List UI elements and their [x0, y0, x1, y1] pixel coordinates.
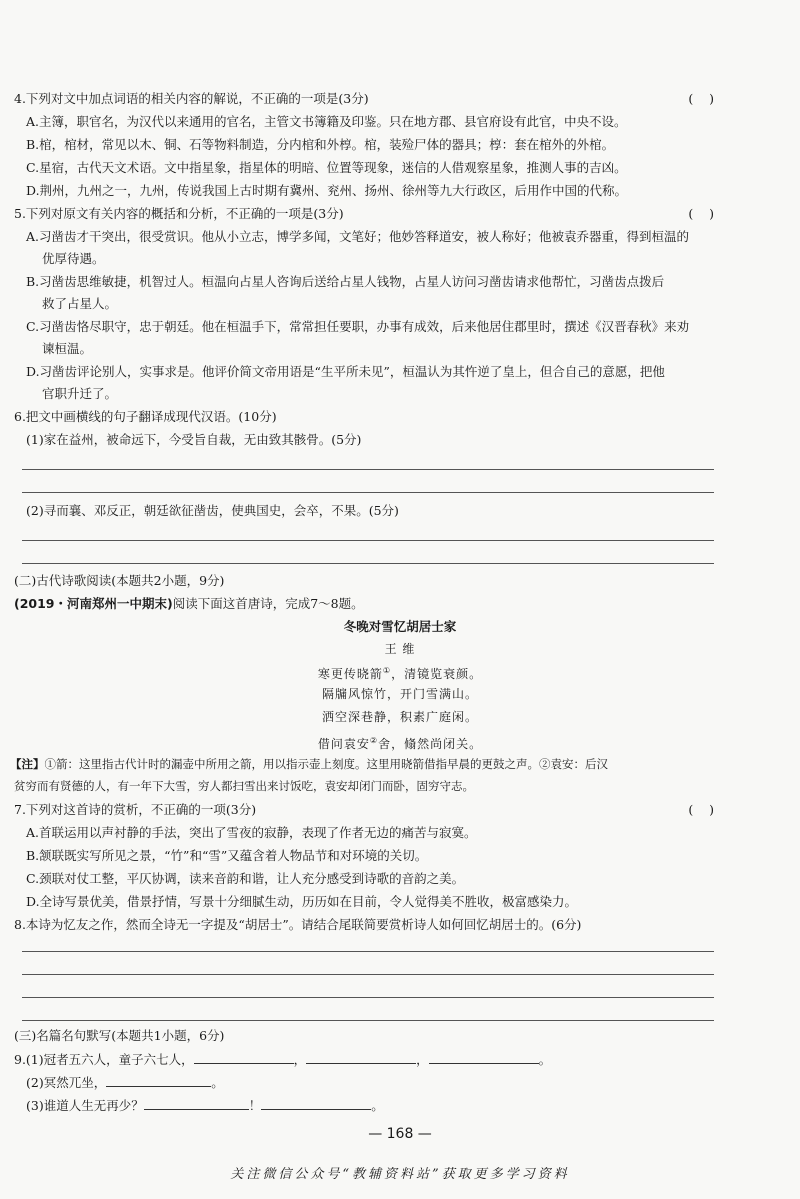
poem-line-3: 洒空深巷静，积素广庭闲。 [321, 710, 478, 724]
poem-note-1 [10, 756, 608, 773]
q7-stem: 7.下列对这首诗的赏析，不正确的一项(3分) [14, 802, 257, 817]
q7-answer-paren[interactable]: ( ) [688, 802, 714, 817]
q5-option-d-cont: 官职升迁了。 [42, 386, 118, 401]
q4-stem: 4.下列对文中加点词语的相关内容的解说，不正确的一项是(3分) [14, 91, 369, 106]
q6-answer-line-3[interactable] [22, 540, 714, 541]
q4-option-c: C.星宿，古代天文术语。文中指星象，指星体的明暗、位置等现象，迷信的人借观察星象，推测人事的吉凶。 [26, 160, 627, 175]
poem-author: 王 维 [384, 642, 416, 656]
q6-answer-line-1[interactable] [22, 469, 714, 470]
q5-option-c-cont: 谏桓温。 [42, 341, 93, 356]
footnote-mark-1: ① [382, 666, 392, 675]
q9-1-blank-1[interactable] [194, 1050, 294, 1064]
poem-line-4-post: 舍，翛然尚闭关。 [378, 737, 483, 751]
q5-option-a: A.习凿齿才干突出，很受赏识。他从小立志，博学多闻，文笔好；他妙答释道安，被人称好；他被袁乔器重，得到桓温的 [26, 229, 690, 244]
q5-option-b: B.习凿齿思维敏捷，机智过人。桓温向占星人咨询后送给占星人钱物，占星人访问习凿齿请求他帮忙，习凿齿点拨后 [26, 274, 665, 289]
q8-answer-line-2[interactable] [22, 974, 714, 975]
q9-1-blank-3[interactable] [429, 1050, 539, 1064]
poem-line-4-pre: 借问袁安 [317, 737, 370, 751]
q4-answer-paren[interactable]: ( ) [688, 91, 714, 106]
q8-answer-line-3[interactable] [22, 997, 714, 998]
q5-answer-paren[interactable]: ( ) [688, 206, 714, 221]
q9-1-prompt: 9.(1)冠者五六人，童子六七人， [14, 1052, 194, 1067]
q4-option-d: D.荆州，九州之一，九州，传说我国上古时期有冀州、兖州、扬州、徐州等九大行政区，后用作中国的代称。 [26, 183, 628, 198]
q9-3-prompt: (3)谁道人生无再少？ [26, 1098, 144, 1113]
q4-option-a: A.主簿，职官名，为汉代以来通用的官名，主管文书簿籍及印鉴。只在地方郡、县官府设有此官，中央不设。 [26, 114, 627, 129]
footnote-mark-2: ② [369, 736, 379, 745]
note-text-1: ①箭：这里指古代计时的漏壶中所用之箭，用以指示壶上刻度。这里用晓箭借指早晨的更鼓之声。②袁安：后汉 [44, 757, 608, 771]
poem-line-1-post: ，清镜览衰颜。 [391, 667, 483, 681]
q9-1-sep-2: ， [416, 1052, 429, 1067]
poem-line-1-pre: 寒更传晓箭 [317, 667, 383, 681]
q6-answer-line-2[interactable] [22, 492, 714, 493]
q9-part-3 [26, 1096, 384, 1114]
q7-option-d: D.全诗写景优美，借景抒情，写景十分细腻生动，历历如在目前，令人觉得美不胜收，极富感染力。 [26, 894, 578, 909]
q7-option-c: C.颈联对仗工整，平仄协调，读来音韵和谐，让人充分感受到诗歌的音韵之美。 [26, 871, 465, 886]
source-tag: (2019・河南郑州一中期末) [14, 596, 173, 611]
q5-stem: 5.下列对原文有关内容的概括和分析，不正确的一项是(3分) [14, 206, 344, 221]
q5-option-d: D.习凿齿评论别人，实事求是。他评价简文帝用语是“生平所未见”，桓温认为其忤逆了皇上，但合自己的意愿，把他 [26, 364, 665, 379]
q9-3-blank-1[interactable] [144, 1096, 249, 1110]
q4-option-b: B.棺，棺材，常见以木、铜、石等物料制造，分内棺和外椁。棺，装殓尸体的器具；椁：套在棺外的外棺。 [26, 137, 615, 152]
q9-1-blank-2[interactable] [306, 1050, 416, 1064]
q6-sentence-1: (1)家在益州，被命远下，今受旨自裁，无由致其骸骨。(5分) [26, 432, 362, 447]
q5-option-b-cont: 救了占星人。 [42, 296, 118, 311]
poem-note-2: 贫穷而有贤德的人，有一年下大雪，穷人都扫雪出来讨饭吃，袁安却闭门而卧，固穷守志。 [14, 779, 474, 793]
q5-option-a-cont: 优厚待遇。 [42, 251, 105, 266]
footer-watermark: 关注微信公众号“教辅资料站”获取更多学习资料 [230, 1167, 570, 1182]
poem-line-1 [0, 662, 800, 683]
poem-source-line [14, 595, 364, 612]
poem-intro: 阅读下面这首唐诗，完成7～8题。 [172, 596, 364, 611]
q6-sentence-2: (2)寻而襄、邓反正，朝廷欲征凿齿，使典国史，会卒，不果。(5分) [26, 503, 399, 518]
q9-1-sep-1: ， [293, 1052, 307, 1067]
q9-3-end: 。 [371, 1098, 384, 1113]
q6-answer-line-4[interactable] [22, 563, 714, 564]
q9-2-prompt: (2)冥然兀坐， [26, 1075, 107, 1090]
q8-stem: 8.本诗为忆友之作，然而全诗无一字提及“胡居士”。请结合尾联简要赏析诗人如何回忆胡居士的。(6分) [14, 917, 582, 932]
q7-option-b: B.颔联既实写所见之景，“竹”和“雪”又蕴含着人物品节和对环境的关切。 [26, 848, 428, 863]
note-label: 【注】 [10, 757, 45, 771]
q6-stem: 6.把文中画横线的句子翻译成现代汉语。(10分) [14, 409, 277, 424]
q9-3-sep: ！ [248, 1098, 262, 1113]
q9-1-end: 。 [538, 1052, 552, 1067]
q9-part-1 [14, 1050, 551, 1068]
poem-line-2: 隔牖风惊竹，开门雪满山。 [321, 687, 478, 701]
q9-3-blank-2[interactable] [261, 1096, 371, 1110]
section-3-heading: (三)名篇名句默写(本题共1小题，6分) [14, 1028, 225, 1043]
poem-line-4 [0, 732, 800, 753]
section-2-heading: (二)古代诗歌阅读(本题共2小题，9分) [14, 573, 225, 588]
page-number: — 168 — [368, 1126, 432, 1142]
q8-answer-line-4[interactable] [22, 1020, 714, 1021]
poem-title: 冬晚对雪忆胡居士家 [343, 619, 457, 634]
q9-2-end: 。 [211, 1075, 224, 1090]
q5-option-c: C.习凿齿恪尽职守，忠于朝廷。他在桓温手下，常常担任要职，办事有成效，后来他居住郡里时，撰述《汉晋春秋》来劝 [26, 319, 690, 334]
q9-part-2 [26, 1073, 224, 1091]
q8-answer-line-1[interactable] [22, 951, 714, 952]
q7-option-a: A.首联运用以声衬静的手法，突出了雪夜的寂静，表现了作者无边的痛苦与寂寞。 [26, 825, 477, 840]
q9-2-blank[interactable] [106, 1073, 211, 1087]
